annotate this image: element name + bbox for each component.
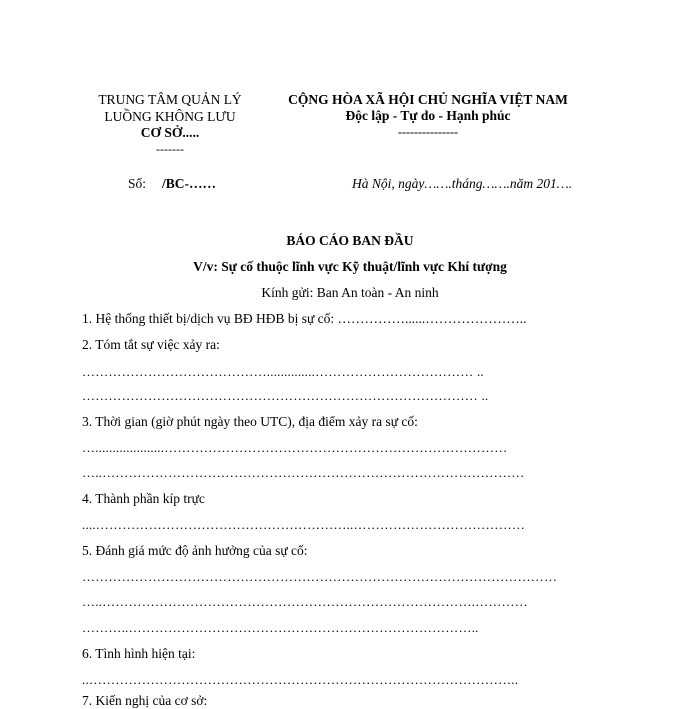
national-motto: Độc lập - Tự do - Hạnh phúc: [345, 108, 511, 123]
place-date: Hà Nội, ngày…….tháng…….năm 201….: [352, 176, 573, 191]
doc-number-value: /BC-……: [162, 176, 216, 191]
motto-separator: ---------------: [398, 125, 458, 139]
item-2-fill-line: ……………………………………………………………………………… ..: [82, 388, 489, 403]
org-name-line-3: CƠ SỞ.....: [140, 125, 200, 140]
national-title: CỘNG HÒA XÃ HỘI CHỦ NGHĨA VIỆT NAM: [288, 92, 568, 107]
item-6-label: 6. Tình hình hiện tại:: [82, 646, 196, 661]
report-title: BÁO CÁO BAN ĐẦU: [286, 233, 414, 248]
doc-number-label: Số:: [128, 176, 147, 191]
report-recipient: Kính gửi: Ban An toàn - An ninh: [261, 285, 439, 300]
item-3-fill-line: …..……………………………………………………………………………………: [82, 465, 525, 480]
item-7-label: 7. Kiến nghị của cơ sở:: [82, 693, 208, 708]
item-5-fill-line: ………………………………………………………………………………………………: [82, 569, 558, 584]
item-4-fill-line: ....…………………………………………………..…………………………………: [82, 517, 526, 532]
item-3-fill-line: …....................……………………………………………………………………: [82, 440, 508, 455]
org-name-line-1: TRUNG TÂM QUẢN LÝ: [98, 92, 242, 107]
item-2-fill-line: ……………………………………..............……………………………… ..: [82, 364, 484, 379]
item-6-fill-line: ..……………………………………………………………………………………..: [82, 672, 519, 687]
item-4-label: 4. Thành phần kíp trực: [82, 491, 205, 506]
item-2-label: 2. Tóm tắt sự việc xảy ra:: [82, 337, 220, 352]
item-5-label: 5. Đánh giá mức độ ảnh hưởng của sự cố:: [82, 543, 308, 558]
org-name-line-2: LUỒNG KHÔNG LƯU: [104, 109, 236, 124]
item-1-label: 1. Hệ thống thiết bị/dịch vụ BĐ HĐB bị sự cố: ……………......…………………..: [82, 311, 527, 326]
org-separator: -------: [156, 142, 184, 156]
item-5-fill-line: …..………………………………………………………………………….…………: [82, 594, 528, 609]
item-5-fill-line: ………..……………………………………………………………………..: [82, 620, 479, 635]
item-3-label: 3. Thời gian (giờ phút ngày theo UTC), địa điểm xảy ra sự cố:: [82, 414, 418, 429]
report-subject: V/v: Sự cố thuộc lĩnh vực Kỹ thuật/lĩnh vực Khí tượng: [193, 259, 507, 274]
